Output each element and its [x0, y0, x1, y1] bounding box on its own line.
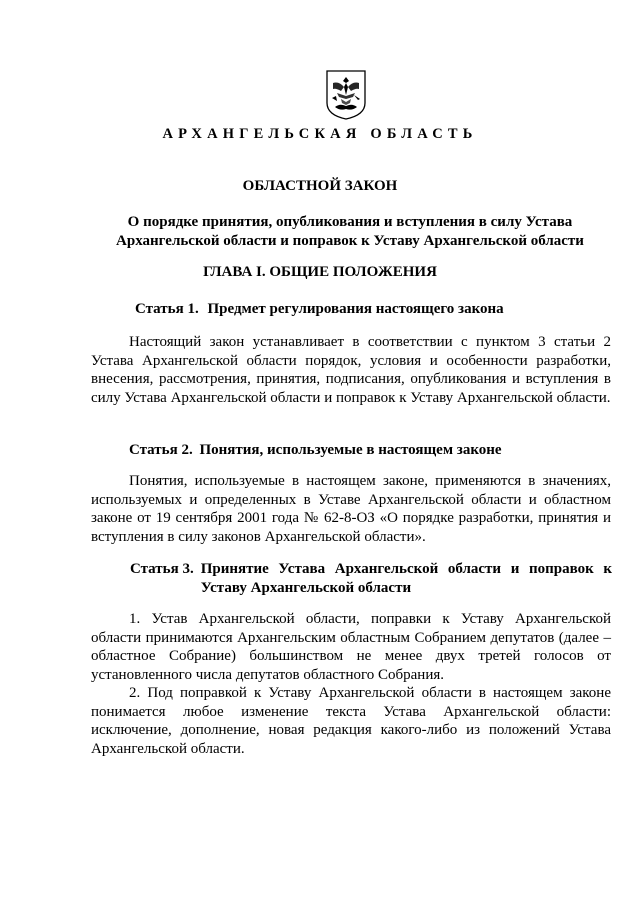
law-title: О порядке принятия, опубликования и вступления в силу Устава Архангельской области и поправок к Уставу Архангельской области — [116, 214, 584, 249]
coat-of-arms-icon — [325, 69, 367, 121]
region-name: АРХАНГЕЛЬСКАЯ ОБЛАСТЬ — [162, 126, 478, 142]
article-3-paragraph-1: 1. Устав Архангельской области, поправки к Уставу Архангельской области принимаются Архангельским областным Собранием депутатов (далее – областное Собрание) большинством не менее двух третей голосов от установленного числа депутатов областного Собрания. — [91, 611, 611, 683]
article-1-number: Статья 1. — [135, 301, 199, 317]
article-3-heading — [130, 560, 612, 598]
article-3-number: Статья 3. — [130, 561, 194, 577]
article-1-title: Предмет регулирования настоящего закона — [207, 301, 504, 317]
article-3-title: Принятие Устава Архангельской области и поправок к Уставу Архангельской области — [200, 561, 612, 596]
chapter-heading: ГЛАВА I. ОБЩИЕ ПОЛОЖЕНИЯ — [203, 264, 437, 280]
article-2-paragraph: Понятия, используемые в настоящем законе, применяются в значениях, используемых и определенных в Уставе Архангельской области и областном законе от 19 сентября 2001 года № 62-8-ОЗ «О порядке разработки, принятия и вступления в силу законов Архангельской области». — [91, 473, 611, 545]
article-2-heading — [129, 441, 502, 460]
law-type-heading: ОБЛАСТНОЙ ЗАКОН — [242, 178, 398, 194]
article-3-paragraph-2: 2. Под поправкой к Уставу Архангельской области в настоящем законе понимается любое изменение текста Устава Архангельской области: исключение, дополнение, новая редакция какого-либо из положений Устава Архангельской области. — [91, 685, 611, 757]
article-2-number: Статья 2. — [129, 442, 193, 458]
article-1-heading — [135, 300, 504, 319]
article-1-paragraph: Настоящий закон устанавливает в соответствии с пунктом 3 статьи 2 Устава Архангельской области порядок, условия и особенности разработки, внесения, рассмотрения, принятия, подписания, опубликования и вступления в силу Устава Архангельской области и поправок к Уставу Архангельской области. — [91, 334, 611, 406]
article-2-title: Понятия, используемые в настоящем законе — [199, 442, 502, 458]
